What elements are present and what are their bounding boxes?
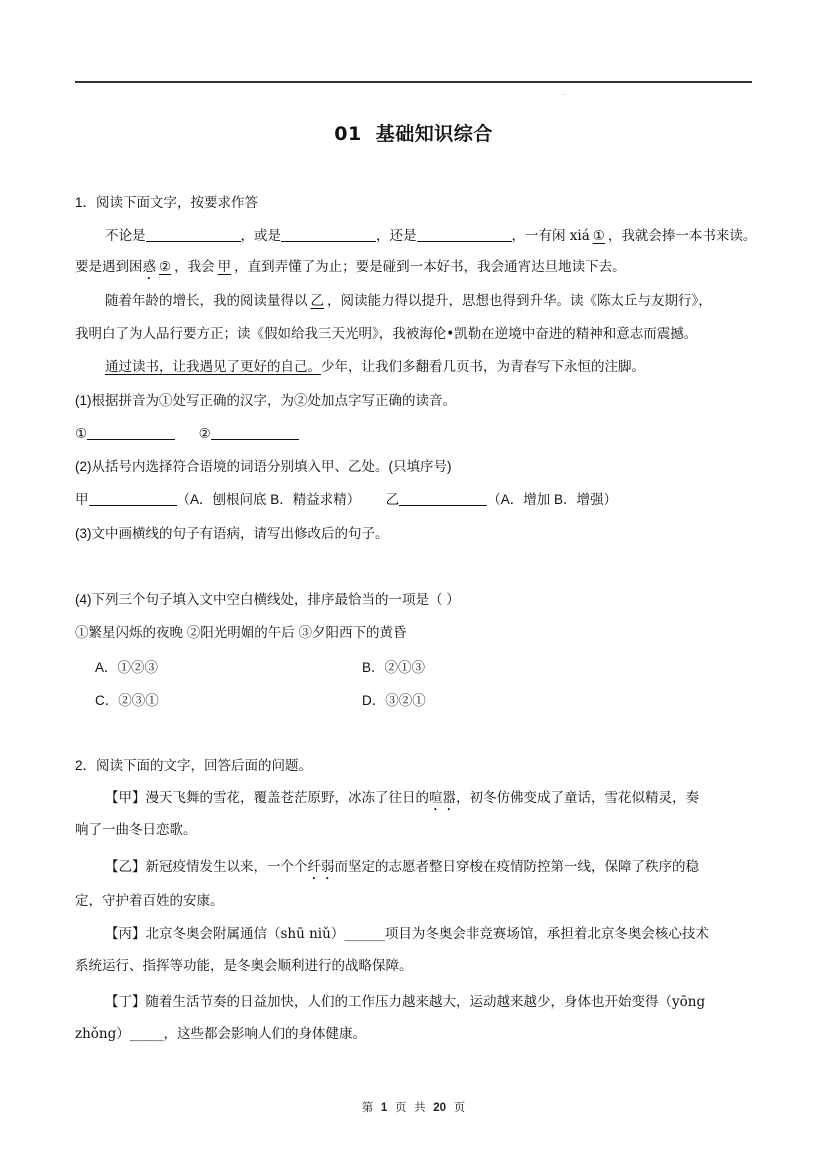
text: 【甲】漫天飞舞的雪花，覆盖苍茫原野，冰冻了往日的: [105, 790, 429, 806]
dotted-char: 惑: [142, 259, 156, 275]
q2-jia-cont: 响了一曲冬日恋歌。: [75, 822, 197, 838]
text: ，阅读能力得以提升，思想也得到升华。读《陈太丘与友期行》，: [327, 293, 712, 309]
answer-blank-yi[interactable]: [399, 491, 487, 506]
blank[interactable]: [417, 227, 512, 242]
answer-label-2: ②: [198, 426, 211, 441]
q1-sub2: (2)从括号内选择符合语境的词语分别填入甲、乙处。(只填序号): [75, 459, 452, 474]
text: 而坚定的志愿者整日穿梭在疫情防控第一线，保障了秩序的稳: [334, 859, 699, 875]
option-b[interactable]: [362, 656, 425, 676]
header-rule: [75, 81, 752, 83]
text: 随着年龄的增长，我的阅读量得以: [105, 293, 308, 309]
blank-mark-1: ①: [592, 228, 605, 244]
q1-sub4-sentences: ①繁星闪烁的夜晚 ②阳光明媚的午后 ③夕阳西下的黄昏: [75, 625, 407, 640]
answer-label-yi: 乙: [385, 492, 400, 507]
footer-text: 页 共: [394, 1100, 426, 1114]
text: ，一有闲 xiá: [511, 228, 590, 244]
option-c[interactable]: [95, 689, 159, 709]
option-a[interactable]: [95, 656, 158, 676]
section-title: 基础知识综合: [375, 123, 493, 145]
dotted-word: 纤弱: [307, 859, 335, 875]
option-d[interactable]: [362, 689, 426, 709]
blank-yi: 乙: [310, 293, 324, 309]
footer-text: 第: [361, 1100, 374, 1114]
dotted-word: 喧嚣: [429, 790, 456, 806]
q1-stem: 1．阅读下面文字，按要求作答: [75, 195, 259, 210]
options-yi: （A．增加 B．增强）: [487, 492, 618, 507]
q1-paragraph-1: [75, 226, 785, 246]
text: 要是遇到困: [75, 259, 143, 275]
q1-sub4: (4)下列三个句子填入文中空白横线处，排序最恰当的一项是（ ）: [75, 592, 460, 607]
blank[interactable]: [146, 227, 241, 242]
answer-label-jia: 甲: [75, 492, 89, 507]
section-number: 01: [334, 123, 362, 145]
q1-paragraph-2: [75, 291, 785, 311]
text: 不论是: [105, 228, 146, 244]
option-value: ③②①: [385, 693, 426, 708]
q2-ding: 【丁】随着生活节奏的日益加快，人们的工作压力越来越大，运动越来越少，身体也开始变得（yōng: [105, 994, 706, 1010]
answer-blank-2[interactable]: [211, 425, 299, 440]
q1-paragraph-1-cont: [75, 257, 755, 283]
blank[interactable]: [281, 227, 376, 242]
page-number: 1: [380, 1102, 388, 1114]
text: ，初冬仿佛变成了童话，雪花似精灵，奏: [456, 790, 699, 806]
q1-paragraph-3: [75, 357, 785, 377]
text: 少年，让我们多翻看几页书，为青春写下永恒的注脚。: [321, 359, 645, 375]
q2-bing: 【丙】北京冬奥会附属通信（shū niǔ）______项目为冬奥会非竞赛场馆，承担着北京冬奥会核心技术: [105, 926, 709, 942]
text: 【乙】新冠疫情发生以来，一个个: [105, 859, 308, 875]
q1-sub1: (1)根据拼音为①处写正确的汉字，为②处加点字写正确的读音。: [75, 393, 456, 408]
q1-sub1-answers: [75, 424, 755, 444]
option-value: ②③①: [118, 693, 159, 708]
answer-blank-1[interactable]: [87, 425, 175, 440]
total-pages: 20: [433, 1102, 447, 1114]
text: ，或是: [240, 228, 281, 244]
stray-mark: ·: [563, 92, 565, 99]
footer-text: 页: [453, 1100, 466, 1114]
q2-bing-cont: 系统运行、指挥等功能，是冬奥会顺利进行的战略保障。: [75, 958, 413, 974]
option-value: ①②③: [117, 660, 159, 675]
q2-jia: [75, 788, 785, 814]
blank-jia: 甲: [217, 259, 232, 275]
text: ，还是: [376, 228, 417, 244]
blank-mark-2: ②: [159, 259, 172, 275]
underlined-sentence: 通过读书，让我遇见了更好的自己。: [105, 359, 321, 375]
answer-label-1: ①: [75, 426, 88, 441]
q2-yi-cont: 定，守护着百姓的安康。: [75, 893, 224, 909]
q1-sub3: (3)文中画横线的句子有语病，请写出修改后的句子。: [75, 526, 389, 541]
q2-stem: 2．阅读下面的文字，回答后面的问题。: [75, 758, 313, 773]
page-footer: [0, 1099, 827, 1115]
q2-yi: [75, 857, 785, 883]
q2-ding-cont: zhǒng）_____，这些都会影响人们的身体健康。: [75, 1026, 367, 1042]
option-value: ②①③: [384, 660, 426, 675]
option-label: A．: [95, 660, 118, 675]
page-title: [0, 119, 827, 146]
answer-blank-jia[interactable]: [89, 491, 177, 506]
option-label: C．: [95, 693, 119, 708]
option-label: D．: [362, 693, 386, 708]
text: ，我就会捧一本书来读。: [607, 228, 757, 244]
text: ，我会: [174, 259, 215, 275]
q1-sub2-answers: [75, 490, 755, 510]
option-label: B．: [362, 660, 385, 675]
q1-paragraph-2-cont: 我明白了为人品行要方正；读《假如给我三天光明》，我被海伦•凯勒在逆境中奋进的精神和意志而震撼。: [75, 326, 698, 342]
text: ，直到弄懂了为止；要是碰到一本好书，我会通宵达旦地读下去。: [234, 259, 626, 275]
options-jia: （A．刨根问底 B．精益求精）: [176, 492, 361, 507]
